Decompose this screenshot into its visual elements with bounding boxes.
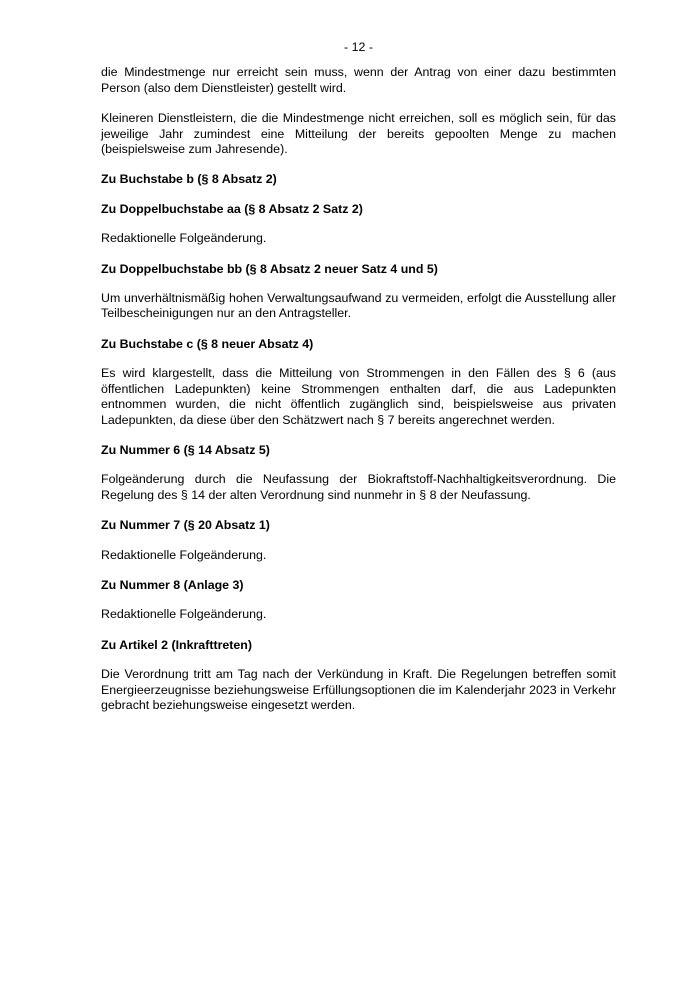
section-heading: Zu Artikel 2 (Inkrafttreten) [101, 637, 253, 652]
paragraph: die Mindestmenge nur erreicht sein muss, wenn der Antrag von einer dazu bestimmten Person (also dem Dienstleister) gestellt wird. [101, 65, 616, 95]
section-heading: Zu Buchstabe c (§ 8 neuer Absatz 4) [101, 336, 314, 351]
paragraph: Die Verordnung tritt am Tag nach der Verkündung in Kraft. Die Regelungen betreffen somit Energieerzeugnisse beziehungsweise Erfüllungsoptionen die im Kalenderjahr 2023 in Verkehr gebracht beziehungsweise eingesetzt werden. [101, 667, 616, 712]
page-number: - 12 - [344, 40, 373, 54]
paragraph: Kleineren Dienstleistern, die die Mindestmenge nicht erreichen, soll es möglich sein, für das jeweilige Jahr zumindest eine Mitteilung der bereits gepoolten Menge zu machen (beispielsweise zum Jahresende). [101, 111, 616, 157]
document-page [101, 40, 616, 728]
paragraph: Um unverhältnismäßig hohen Verwaltungsaufwand zu vermeiden, erfolgt die Ausstellung aller Teilbescheinigungen nur an den Antragsteller. [101, 291, 616, 321]
section-heading: Zu Nummer 8 (Anlage 3) [101, 577, 244, 592]
paragraph: Redaktionelle Folgeänderung. [101, 547, 267, 562]
section-heading: Zu Nummer 7 (§ 20 Absatz 1) [101, 518, 270, 533]
section-heading: Zu Doppelbuchstabe bb (§ 8 Absatz 2 neuer Satz 4 und 5) [101, 261, 438, 276]
section-heading: Zu Buchstabe b (§ 8 Absatz 2) [101, 172, 277, 187]
section-heading: Zu Nummer 6 (§ 14 Absatz 5) [101, 442, 270, 457]
paragraph: Folgeänderung durch die Neufassung der Biokraftstoff-Nachhaltigkeitsverordnung. Die Regelung des § 14 der alten Verordnung sind nunmehr in § 8 der Neufassung. [101, 472, 616, 502]
section-heading: Zu Doppelbuchstabe aa (§ 8 Absatz 2 Satz 2) [101, 201, 363, 216]
paragraph: Es wird klargestellt, dass die Mitteilung von Strommengen in den Fällen des § 6 (aus öffentlichen Ladepunkten) keine Strommengen enthalten darf, die aus Ladepunkten entnommen wurden, die nicht öffentlich zugänglich sind, beispielsweise aus privaten Ladepunkten, da diese über den Schätzwert nach § 7 bereits angerechnet werden. [101, 366, 616, 427]
paragraph: Redaktionelle Folgeänderung. [101, 231, 267, 246]
paragraph: Redaktionelle Folgeänderung. [101, 607, 267, 622]
